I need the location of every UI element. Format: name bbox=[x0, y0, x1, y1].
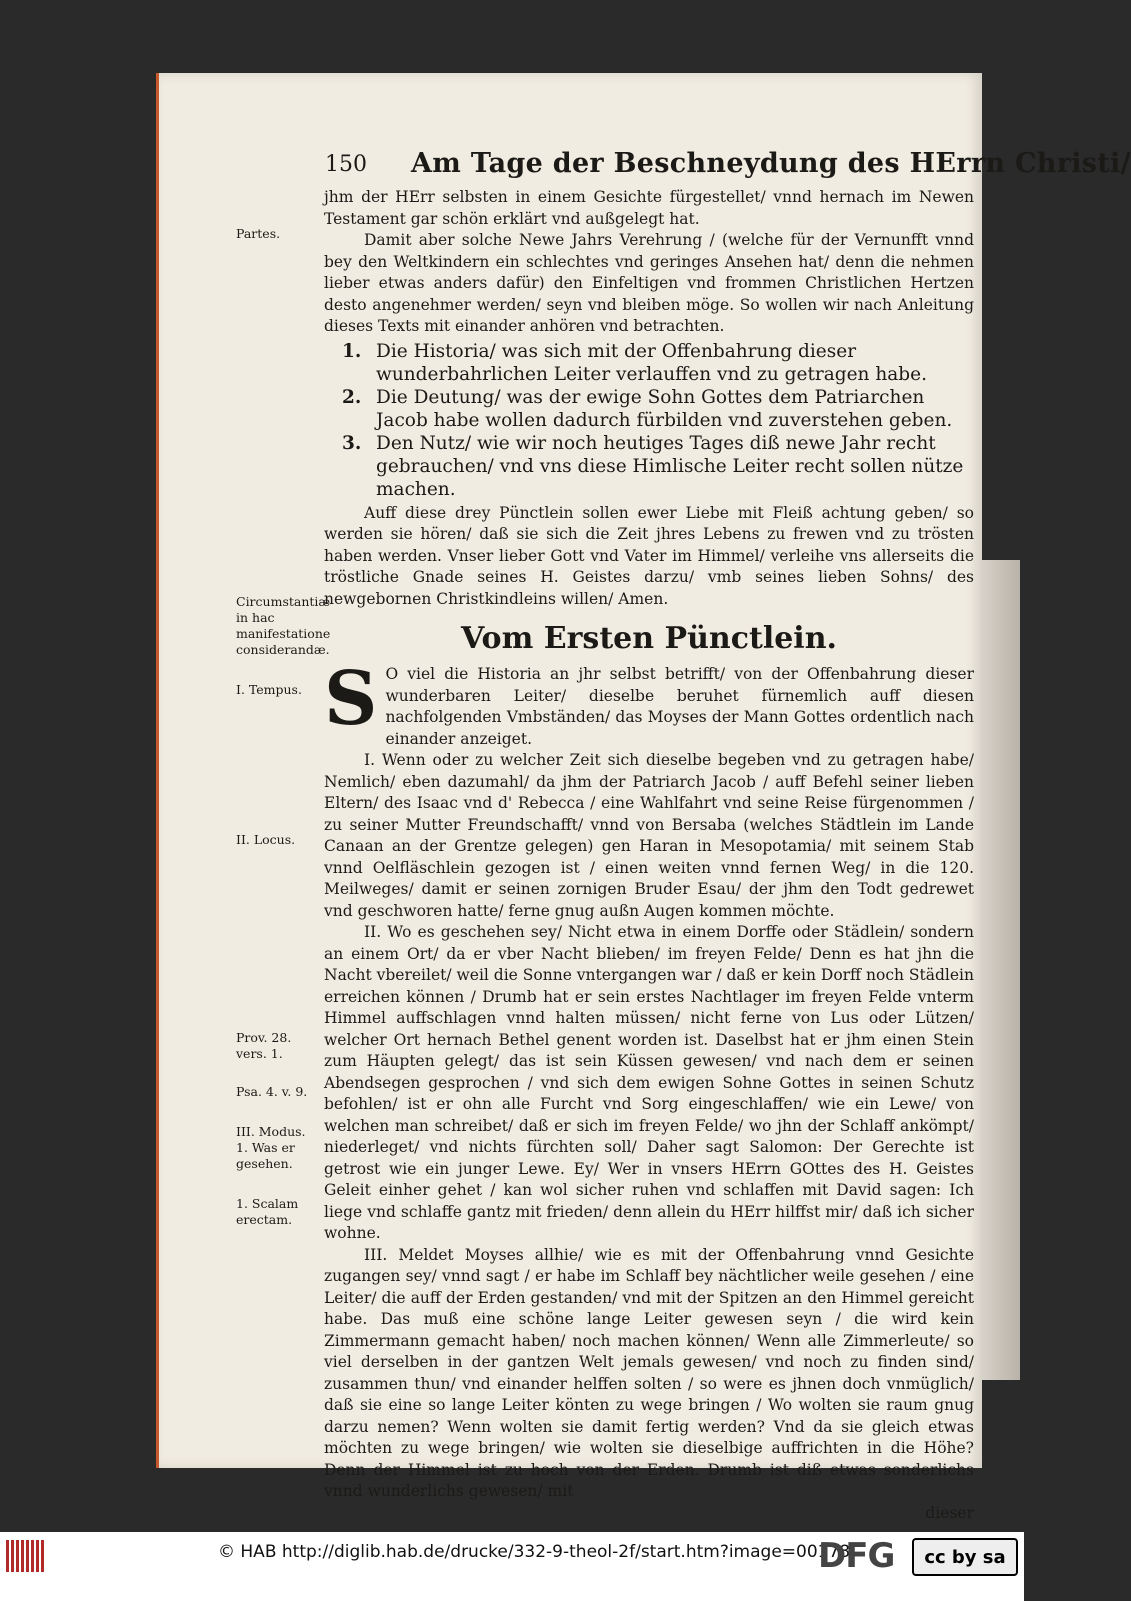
running-title: Am Tage der Beschneydung des HErrn Christi/ bbox=[411, 148, 1131, 179]
margin-note-partes: Partes. bbox=[236, 226, 281, 241]
paragraph-6: III. Meldet Moyses allhie/ wie es mit der Offenbahrung vnnd Gesichte zugangen sey/ vnnd sagt / er habe im Schlaff bey nächtlicher weile gesehen / eine Leiter/ die auff der Erden gestanden/ vnd mit der Spitzen an den Himmel gereicht habe. Das muß eine schöne lange Leiter gewesen seyn / die wird kein Zimmermann gemacht haben/ noch machen können/ Wenn alle Zimmerleute/ so viel derselben in der gantzen Welt jemals gewesen/ vnd noch zu finden sind/ zusammen thun/ vnd einander helffen solten / so were es jhnen doch vnmüglich/ daß sie eine so lange Leiter könten zu wege bringen / Wo wolten sie raum gnug darzu nemen? Wenn wolten sie damit fertig werden? Vnd da sie gleich etwas möchten zu wege bringen/ wie wolten sie dieselbige auffrichten in die Höhe? Denn der Himmel ist zu hoch von der Erden. Drumb ist diß etwas sonderlichs vnnd wunderlichs gewesen/ mit bbox=[324, 1245, 974, 1500]
drop-cap: S bbox=[324, 656, 378, 742]
dfg-logo[interactable]: DFG bbox=[818, 1536, 895, 1576]
catchword: dieser bbox=[925, 1503, 974, 1522]
margin-note-circumstantiae: Circumstantiæ in hac manifestatione considerandæ. bbox=[236, 594, 331, 657]
paragraph-2: Auff diese drey Pünctlein sollen ewer Liebe mit Fleiß achtung geben/ so werden sie hören/ daß sie sich die Zeit jhres Lebens zu frewen vnd zu trösten haben werden. Vnser lieber Gott vnd Vater im Himmel/ verleihe vns allerseits die tröstliche Gnade seines H. Geistes darzu/ vmb seines lieben Sohns/ des newgebornen Christkindleins willen/ Amen. bbox=[324, 503, 974, 608]
list-item-number: 2. bbox=[342, 386, 362, 408]
footer-bar bbox=[0, 1532, 1024, 1601]
paragraph-5: II. Wo es geschehen sey/ Nicht etwa in einem Dorffe oder Städlein/ sondern an einem Ort/ da er vber Nacht blieben/ im freyen Felde/ Denn es hat jhn die Nacht vbereilet/ weil die Sonne vntergangen war / daß er kein Dorff noch Städlein erreichen können / Drumb hat er sein erstes Nachtlager im freyen Felde vnterm Himmel auffschlagen vnnd halten müssen/ nicht ferne von Lus oder Lützen/ welcher Ort hernach Bethel genent worden ist. Daselbst hat er jhm einen Stein zum Häupten gelegt/ das ist sein Küssen gewesen/ vnd nach dem er seinen Abendsegen gesprochen / vnd sich dem ewigen Sohne Gottes in seinen Schutz befohlen/ ist er ohn alle Furcht vnd Sorg eingeschlaffen/ wie ein Lewe/ von welchen man schreibet/ daß er sich im freyen Felde/ wo jhn der Schlaff ankömpt/ niederleget/ vnd nichts fürchten soll/ Daher sagt Salomon: Der Gerechte ist getrost wie ein junger Lewe. Ey/ Wer in vnsers HErrn GOttes des H. Geistes Geleit einher gehet / kan wol sicher ruhen vnd schlaffen mit David sagen: Ich liege vnd schlaffe gantz mit frieden/ denn allein du HErr hilffst mir/ daß ich sicher wohne. bbox=[324, 923, 974, 1242]
intro-paragraph: jhm der HErr selbsten in einem Gesichte fürgestellet/ vnnd hernach im Newen Testament gar schön erklärt vnd außgelegt hat. bbox=[324, 188, 974, 228]
list-item bbox=[342, 340, 974, 386]
margin-note-prov: Prov. 28. vers. 1. bbox=[236, 1030, 292, 1061]
page-number: 150 bbox=[325, 152, 367, 177]
list-item-number: 3. bbox=[342, 432, 362, 454]
margin-note-locus: II. Locus. bbox=[236, 832, 296, 847]
barcode-icon bbox=[6, 1540, 46, 1572]
main-text bbox=[324, 187, 974, 1524]
list-item bbox=[342, 432, 974, 501]
cc-license-text: cc by sa bbox=[924, 1546, 1006, 1568]
paragraph-4: I. Wenn oder zu welcher Zeit sich dieselbe begeben vnd zu getragen habe/ Nemlich/ eben dazumahl/ da jhm der Patriarch Jacob / auff Befehl seiner lieben Eltern/ des Isaac vnd d' Rebecca / eine Wahlfahrt vnd seine Reise fürgenommen / zu seiner Mutter Freundschafft/ vnnd von Bersaba (welches Städtlein im Lande Canaan an der Grentze gelegen) gen Haran in Mesopotamia/ mit seinem Stab vnnd Oelfläschlein gezogen ist / einen weiten vnnd fernen Weg/ in die 120. Meilweges/ damit er seinen zornigen Bruder Esau/ der jhm den Todt gedrewet vnd geschworen hatte/ ferne gnug außn Augen kommen möchte. bbox=[324, 751, 974, 920]
margin-note-modus: III. Modus. 1. Was er gesehen. bbox=[236, 1124, 306, 1171]
cc-license-badge[interactable] bbox=[912, 1538, 1018, 1576]
paragraph-3 bbox=[324, 656, 974, 750]
numbered-list bbox=[342, 340, 974, 501]
list-item-text: Die Historia/ was sich mit der Offenbahrung dieser wunderbahrlichen Leiter verlauffen vnd zu getragen habe. bbox=[376, 340, 927, 385]
margin-note-scalam: 1. Scalam erectam. bbox=[236, 1196, 299, 1227]
page-header bbox=[325, 148, 1131, 184]
list-item-number: 1. bbox=[342, 340, 362, 362]
footer-url[interactable]: © HAB http://diglib.hab.de/drucke/332-9-theol-2f/start.htm?image=00178 bbox=[218, 1542, 851, 1562]
list-item-text: Den Nutz/ wie wir noch heutiges Tages diß newe Jahr recht gebrauchen/ vnd vns diese Himlische Leiter recht sollen nütze machen. bbox=[376, 432, 964, 500]
paragraph-1: Damit aber solche Newe Jahrs Verehrung / (welche für der Vernunfft vnnd bey den Weltkindern ein schlechtes vnd geringes Ansehen hat/ denn die nehmen lieber etwas anders dafür) den Einfeltigen vnd frommen Christlichen Hertzen desto angenehmer werden/ seyn vnd bleiben möge. So wollen wir nach Anleitung dieses Texts mit einander anhören vnd betrachten. bbox=[324, 231, 974, 335]
margin-note-psa: Psa. 4. v. 9. bbox=[236, 1084, 308, 1099]
paragraph-3-text: O viel die Historia an jhr selbst betrifft/ von der Offenbahrung dieser wunderbaren Leiter/ dieselbe beruhet fürnemlich auff diesen nachfolgenden Vmbständen/ das Moyses der Mann Gottes ordentlich nach einander anzeiget. bbox=[385, 665, 974, 748]
chapter-title: Vom Ersten Pünctlein. bbox=[461, 621, 837, 656]
next-page-edge bbox=[980, 560, 1020, 1380]
list-item bbox=[342, 386, 974, 432]
list-item-text: Die Deutung/ was der ewige Sohn Gottes dem Patriarchen Jacob habe wollen dadurch fürbilden vnd zuverstehen geben. bbox=[376, 386, 953, 431]
margin-note-tempus: I. Tempus. bbox=[236, 682, 302, 697]
